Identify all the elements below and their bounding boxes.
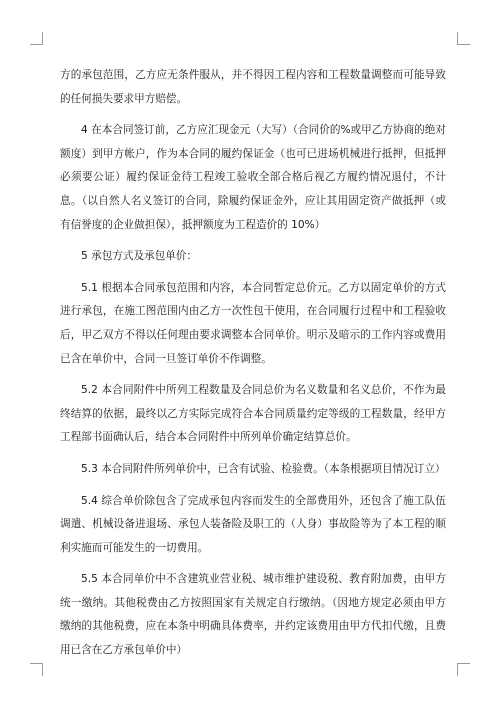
section-heading-5: 5 承包方式及承包单价： (81, 250, 198, 263)
paragraph-clause-5-4: 5.4 综合单价除包含了完成承包内容而发生的全部费用外，还包含了施工队伍调遣、机械设备进退场、承包人装备险及职工的（人身）事故险等为了本工程的顺利实施而可能发生的一切费用。 (60, 494, 446, 554)
paragraph-clause-5-5: 5.5 本合同单价中不含建筑业营业税、城市维护建设税、教育附加费，由甲方统一缴纳。其他税费由乙方按照国家有关规定自行缴纳。（因地方规定必须由甲方缴纳的其他税费，应在本条中明确具体费率，并约定该费用由甲方代扣代缴，且费用已含在乙方承包单价中） (60, 573, 446, 657)
paragraph-clause-4: 4 在本合同签订前，乙方应汇现金元（大写）（合同价的%或甲乙方协商的绝对额度）到甲方帐户，作为本合同的履约保证金（也可已进场机械进行抵押，但抵押必须要公证）履约保证金待工程竣工验收全部合格后视乙方履约情况退付，不计息。（以自然人名义签订的合同，除履约保证金外，应让其用固定资产做抵押（或有信誉度的企业做担保），抵押额度为工程造价的 10%） (60, 124, 446, 231)
crop-mark-bottom-right (457, 663, 470, 676)
paragraph-clause-5-3: 5.3 本合同附件所列单价中，已含有试验、检验费。（本条根据项目情况订立） (81, 462, 446, 475)
document-body (60, 64, 446, 671)
crop-mark-top-left (30, 32, 43, 45)
paragraph-clause-5-2: 5.2 本合同附件中所列工程数量及合同总价为名义数量和名义总价，不作为最终结算的依据，最终以乙方实际完成符合本合同质量约定等级的工程数量，经甲方工程部书面确认后，结合本合同附件中所列单价确定结算总价。 (60, 384, 446, 444)
crop-mark-bottom-left (30, 663, 43, 676)
paragraph-clause-5-1: 5.1 根据本合同承包范围和内容，本合同暂定总价元。乙方以固定单价的方式进行承包，在施工图范围内由乙方一次性包干使用，在合同履行过程中和工程验收后，甲乙双方不得以任何理由要求调整本合同单价。明示及暗示的工作内容或费用已含在单价中，合同一旦签订单价不作调整。 (60, 281, 446, 365)
paragraph-continuation: 方的承包范围，乙方应无条件服从，并不得因工程内容和工程数量调整而可能导致的任何损失要求甲方赔偿。 (60, 69, 446, 105)
crop-mark-top-right (457, 32, 470, 45)
